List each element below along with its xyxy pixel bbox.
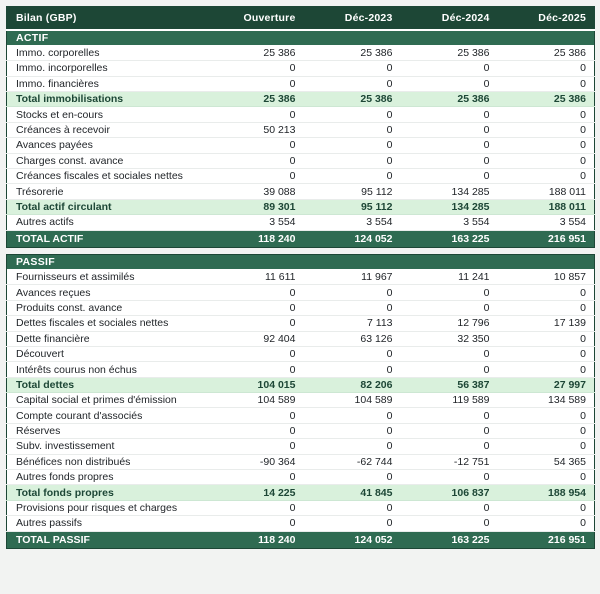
- cell-value: 0: [401, 153, 498, 168]
- cell-value: -62 744: [304, 454, 401, 469]
- cell-value: 0: [498, 500, 595, 515]
- cell-value: 0: [401, 470, 498, 485]
- row-label: Capital social et primes d'émission: [7, 393, 207, 408]
- passif-section-body: [7, 254, 595, 548]
- cell-value: 25 386: [207, 92, 304, 107]
- cell-value: 216 951: [498, 531, 595, 548]
- cell-value: 11 241: [401, 269, 498, 284]
- cell-value: 0: [304, 516, 401, 531]
- cell-value: 39 088: [207, 184, 304, 199]
- table-row-normal: [7, 439, 595, 454]
- table-row-normal: [7, 331, 595, 346]
- cell-value: 95 112: [304, 184, 401, 199]
- table-row-normal: [7, 408, 595, 423]
- cell-value: 0: [207, 362, 304, 377]
- cell-value: 54 365: [498, 454, 595, 469]
- row-label: Avances reçues: [7, 285, 207, 300]
- cell-value: 12 796: [401, 316, 498, 331]
- cell-value: 25 386: [401, 92, 498, 107]
- cell-value: 25 386: [304, 45, 401, 60]
- cell-value: 0: [401, 76, 498, 91]
- table-row-normal: [7, 500, 595, 515]
- cell-value: 0: [304, 61, 401, 76]
- cell-value: 0: [498, 107, 595, 122]
- cell-value: 0: [207, 316, 304, 331]
- cell-value: 0: [207, 153, 304, 168]
- table-row-normal: [7, 61, 595, 76]
- table-row-normal: [7, 393, 595, 408]
- table-title: Bilan (GBP): [7, 7, 207, 31]
- cell-value: 3 554: [304, 215, 401, 230]
- cell-value: 216 951: [498, 230, 595, 247]
- cell-value: 0: [304, 138, 401, 153]
- cell-value: 56 387: [401, 377, 498, 392]
- section-header-passif: [7, 254, 595, 269]
- cell-value: 0: [498, 516, 595, 531]
- cell-value: 7 113: [304, 316, 401, 331]
- table-row-normal: [7, 153, 595, 168]
- row-label: Total fonds propres: [7, 485, 207, 500]
- row-label: Autres passifs: [7, 516, 207, 531]
- cell-value: 119 589: [401, 393, 498, 408]
- row-label: Total dettes: [7, 377, 207, 392]
- cell-value: 0: [304, 500, 401, 515]
- section-header-actif: [7, 30, 595, 45]
- row-label: Autres actifs: [7, 215, 207, 230]
- cell-value: 50 213: [207, 122, 304, 137]
- cell-value: 17 139: [498, 316, 595, 331]
- cell-value: 0: [207, 470, 304, 485]
- cell-value: 3 554: [498, 215, 595, 230]
- row-label: Réserves: [7, 423, 207, 438]
- cell-value: 134 589: [498, 393, 595, 408]
- cell-value: 0: [207, 107, 304, 122]
- table-row-normal: [7, 269, 595, 284]
- cell-value: 0: [207, 516, 304, 531]
- row-label: TOTAL ACTIF: [7, 230, 207, 247]
- cell-value: 3 554: [401, 215, 498, 230]
- cell-value: 118 240: [207, 230, 304, 247]
- cell-value: 89 301: [207, 199, 304, 214]
- cell-value: 0: [304, 362, 401, 377]
- row-label: Immo. incorporelles: [7, 61, 207, 76]
- cell-value: -90 364: [207, 454, 304, 469]
- cell-value: 11 611: [207, 269, 304, 284]
- cell-value: 118 240: [207, 531, 304, 548]
- row-label: Immo. corporelles: [7, 45, 207, 60]
- cell-value: 95 112: [304, 199, 401, 214]
- row-label: TOTAL PASSIF: [7, 531, 207, 548]
- cell-value: 0: [304, 122, 401, 137]
- table-row-normal: [7, 122, 595, 137]
- balance-sheet-table-passif: [6, 254, 595, 549]
- cell-value: 188 011: [498, 199, 595, 214]
- cell-value: 0: [207, 439, 304, 454]
- cell-value: 11 967: [304, 269, 401, 284]
- table-row-normal: [7, 76, 595, 91]
- cell-value: 0: [498, 439, 595, 454]
- cell-value: 0: [207, 138, 304, 153]
- cell-value: 0: [498, 138, 595, 153]
- cell-value: 0: [498, 122, 595, 137]
- table-row-normal: [7, 454, 595, 469]
- cell-value: 10 857: [498, 269, 595, 284]
- cell-value: 104 015: [207, 377, 304, 392]
- table-row-normal: [7, 300, 595, 315]
- row-label: Dette financière: [7, 331, 207, 346]
- table-row-subtotal: [7, 199, 595, 214]
- cell-value: 25 386: [498, 92, 595, 107]
- row-label: Créances fiscales et sociales nettes: [7, 169, 207, 184]
- table-row-subtotal: [7, 92, 595, 107]
- row-label: Immo. financières: [7, 76, 207, 91]
- cell-value: 0: [207, 76, 304, 91]
- table-row-normal: [7, 107, 595, 122]
- cell-value: 0: [401, 122, 498, 137]
- table-row-normal: [7, 423, 595, 438]
- cell-value: 82 206: [304, 377, 401, 392]
- cell-value: 0: [304, 439, 401, 454]
- table-row-normal: [7, 516, 595, 531]
- cell-value: 0: [304, 346, 401, 361]
- cell-value: 0: [207, 61, 304, 76]
- table-row-normal: [7, 138, 595, 153]
- row-label: Stocks et en-cours: [7, 107, 207, 122]
- cell-value: 0: [304, 169, 401, 184]
- table-row-normal: [7, 45, 595, 60]
- cell-value: 0: [401, 138, 498, 153]
- table-header-row: [7, 7, 595, 31]
- row-label: Autres fonds propres: [7, 470, 207, 485]
- cell-value: 0: [498, 470, 595, 485]
- cell-value: 3 554: [207, 215, 304, 230]
- cell-value: 14 225: [207, 485, 304, 500]
- cell-value: 0: [304, 408, 401, 423]
- cell-value: 25 386: [207, 45, 304, 60]
- cell-value: 106 837: [401, 485, 498, 500]
- row-label: Charges const. avance: [7, 153, 207, 168]
- balance-sheet-table-actif: [6, 6, 595, 248]
- cell-value: 27 997: [498, 377, 595, 392]
- section-header-label: ACTIF: [7, 30, 595, 45]
- cell-value: 0: [304, 153, 401, 168]
- cell-value: 0: [401, 107, 498, 122]
- cell-value: 25 386: [401, 45, 498, 60]
- column-header-dec-2023: Déc-2023: [304, 7, 401, 31]
- table-row-grand-total: [7, 230, 595, 247]
- cell-value: 0: [304, 107, 401, 122]
- cell-value: 0: [304, 76, 401, 91]
- cell-value: 0: [304, 300, 401, 315]
- row-label: Compte courant d'associés: [7, 408, 207, 423]
- cell-value: 163 225: [401, 230, 498, 247]
- cell-value: 0: [207, 285, 304, 300]
- table-row-normal: [7, 362, 595, 377]
- cell-value: 0: [498, 423, 595, 438]
- row-label: Avances payées: [7, 138, 207, 153]
- cell-value: 0: [304, 470, 401, 485]
- table-row-grand-total: [7, 531, 595, 548]
- row-label: Produits const. avance: [7, 300, 207, 315]
- table-row-normal: [7, 285, 595, 300]
- cell-value: 163 225: [401, 531, 498, 548]
- cell-value: 41 845: [304, 485, 401, 500]
- cell-value: 0: [401, 516, 498, 531]
- cell-value: 0: [498, 408, 595, 423]
- row-label: Créances à recevoir: [7, 122, 207, 137]
- column-header-ouverture: Ouverture: [207, 7, 304, 31]
- table-row-normal: [7, 346, 595, 361]
- cell-value: 0: [401, 423, 498, 438]
- cell-value: 32 350: [401, 331, 498, 346]
- cell-value: 134 285: [401, 184, 498, 199]
- row-label: Intérêts courus non échus: [7, 362, 207, 377]
- cell-value: 124 052: [304, 230, 401, 247]
- cell-value: 0: [401, 362, 498, 377]
- table-row-normal: [7, 316, 595, 331]
- row-label: Découvert: [7, 346, 207, 361]
- table-row-normal: [7, 470, 595, 485]
- cell-value: 0: [498, 362, 595, 377]
- cell-value: 188 011: [498, 184, 595, 199]
- row-label: Bénéfices non distribués: [7, 454, 207, 469]
- table-row-normal: [7, 169, 595, 184]
- cell-value: 0: [498, 153, 595, 168]
- row-label: Total immobilisations: [7, 92, 207, 107]
- cell-value: 0: [401, 439, 498, 454]
- row-label: Provisions pour risques et charges: [7, 500, 207, 515]
- cell-value: 0: [401, 300, 498, 315]
- row-label: Dettes fiscales et sociales nettes: [7, 316, 207, 331]
- cell-value: 0: [401, 285, 498, 300]
- table-row-subtotal: [7, 485, 595, 500]
- cell-value: 0: [498, 76, 595, 91]
- cell-value: 25 386: [498, 45, 595, 60]
- cell-value: 25 386: [304, 92, 401, 107]
- cell-value: 0: [304, 285, 401, 300]
- cell-value: 0: [498, 61, 595, 76]
- table-row-subtotal: [7, 377, 595, 392]
- cell-value: 0: [207, 408, 304, 423]
- section-header-label: PASSIF: [7, 254, 595, 269]
- actif-section-body: [7, 30, 595, 247]
- cell-value: 0: [401, 346, 498, 361]
- cell-value: 0: [207, 169, 304, 184]
- cell-value: 63 126: [304, 331, 401, 346]
- cell-value: 0: [401, 500, 498, 515]
- cell-value: 104 589: [207, 393, 304, 408]
- table-header: [7, 7, 595, 31]
- table-row-normal: [7, 215, 595, 230]
- column-header-dec-2024: Déc-2024: [401, 7, 498, 31]
- cell-value: 0: [207, 423, 304, 438]
- cell-value: 0: [498, 285, 595, 300]
- cell-value: 0: [401, 408, 498, 423]
- row-label: Trésorerie: [7, 184, 207, 199]
- cell-value: 0: [401, 169, 498, 184]
- cell-value: 0: [207, 300, 304, 315]
- cell-value: 104 589: [304, 393, 401, 408]
- column-header-dec-2025: Déc-2025: [498, 7, 595, 31]
- cell-value: 188 954: [498, 485, 595, 500]
- cell-value: 0: [401, 61, 498, 76]
- table-row-normal: [7, 184, 595, 199]
- cell-value: 0: [498, 331, 595, 346]
- row-label: Fournisseurs et assimilés: [7, 269, 207, 284]
- cell-value: 134 285: [401, 199, 498, 214]
- cell-value: 0: [498, 346, 595, 361]
- cell-value: -12 751: [401, 454, 498, 469]
- cell-value: 0: [207, 500, 304, 515]
- row-label: Subv. investissement: [7, 439, 207, 454]
- cell-value: 0: [498, 300, 595, 315]
- cell-value: 0: [498, 169, 595, 184]
- cell-value: 124 052: [304, 531, 401, 548]
- cell-value: 0: [304, 423, 401, 438]
- cell-value: 0: [207, 346, 304, 361]
- row-label: Total actif circulant: [7, 199, 207, 214]
- cell-value: 92 404: [207, 331, 304, 346]
